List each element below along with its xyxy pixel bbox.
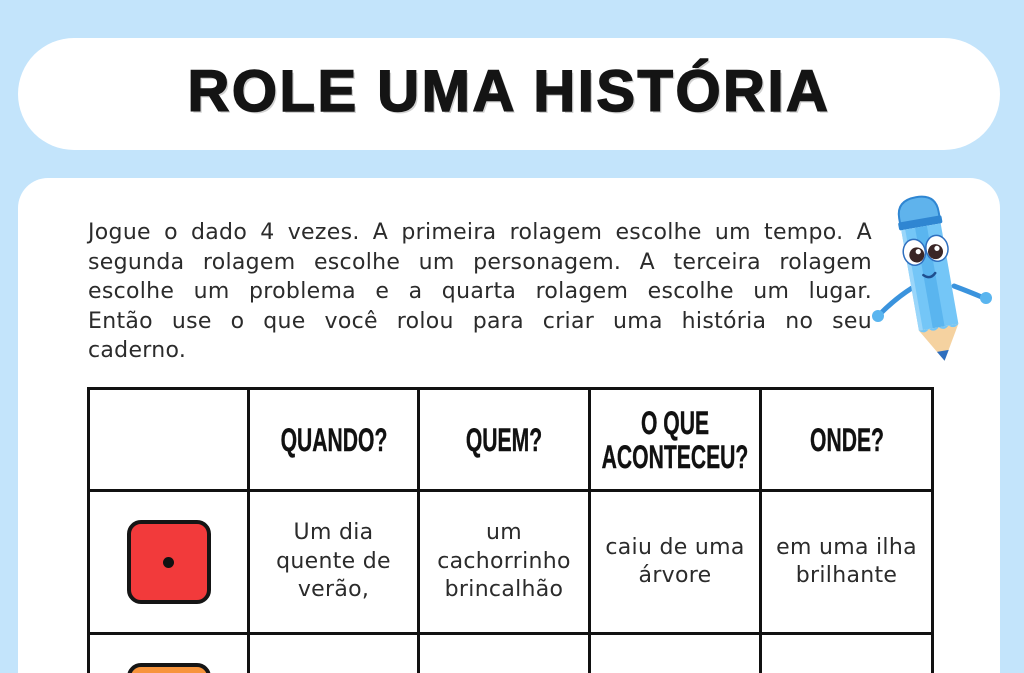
instructions-line: Então use o que você rolou para criar uma história no seu	[88, 308, 872, 334]
die-cell	[90, 492, 247, 632]
story-cell-when	[250, 492, 417, 632]
header-cell-die	[90, 390, 247, 489]
header-cell-where	[762, 390, 931, 489]
instructions-line: caderno.	[88, 338, 187, 363]
pencil-right-hand	[980, 292, 992, 304]
instructions-line: Jogue o dado 4 vezes. A primeira rolagem escolhe um tempo. A	[88, 220, 872, 245]
header-cell-when	[250, 390, 417, 489]
story-text-what-happened: caiu de uma árvore	[605, 534, 745, 588]
story-cell-what-happened	[591, 635, 759, 673]
story-cell-who	[420, 635, 588, 673]
die-cell	[90, 635, 247, 673]
die-face-icon	[127, 663, 211, 673]
story-text-when: Um dia quente de verão,	[276, 520, 391, 603]
pencil-left-arm	[880, 288, 912, 314]
instructions-line: escolhe um problema e a quarta rolagem escolhe um lugar.	[88, 279, 872, 304]
header-label-who: QUEM?	[465, 421, 543, 458]
pencil-right-arm	[954, 286, 984, 298]
story-cell-what-happened	[591, 492, 759, 632]
pencil-left-hand	[872, 310, 884, 322]
title-banner	[18, 38, 1000, 150]
pencil-mascot-icon	[868, 190, 992, 366]
page-title: ROLE UMA HISTÓRIA	[187, 58, 831, 124]
header-label-what-happened: O QUE ACONTECEU?	[601, 404, 749, 475]
die-pip	[163, 557, 174, 568]
instructions-line: segunda rolagem escolhe um personagem. A terceira rolagem	[88, 249, 872, 275]
header-label-when: QUANDO?	[280, 421, 387, 458]
story-text-where: em uma ilha brilhante	[776, 534, 917, 588]
instructions-paragraph	[88, 218, 872, 366]
story-cell-where	[762, 492, 931, 632]
story-cell-who	[420, 492, 588, 632]
story-cell-where	[762, 635, 931, 673]
story-cell-when	[250, 635, 417, 673]
header-cell-what-happened	[591, 390, 759, 489]
header-cell-who	[420, 390, 588, 489]
story-dice-table	[87, 387, 934, 673]
die-face-icon	[127, 520, 211, 604]
header-label-where: ONDE?	[809, 421, 884, 458]
story-text-who: um cachorrinho brincalhão	[437, 520, 571, 603]
